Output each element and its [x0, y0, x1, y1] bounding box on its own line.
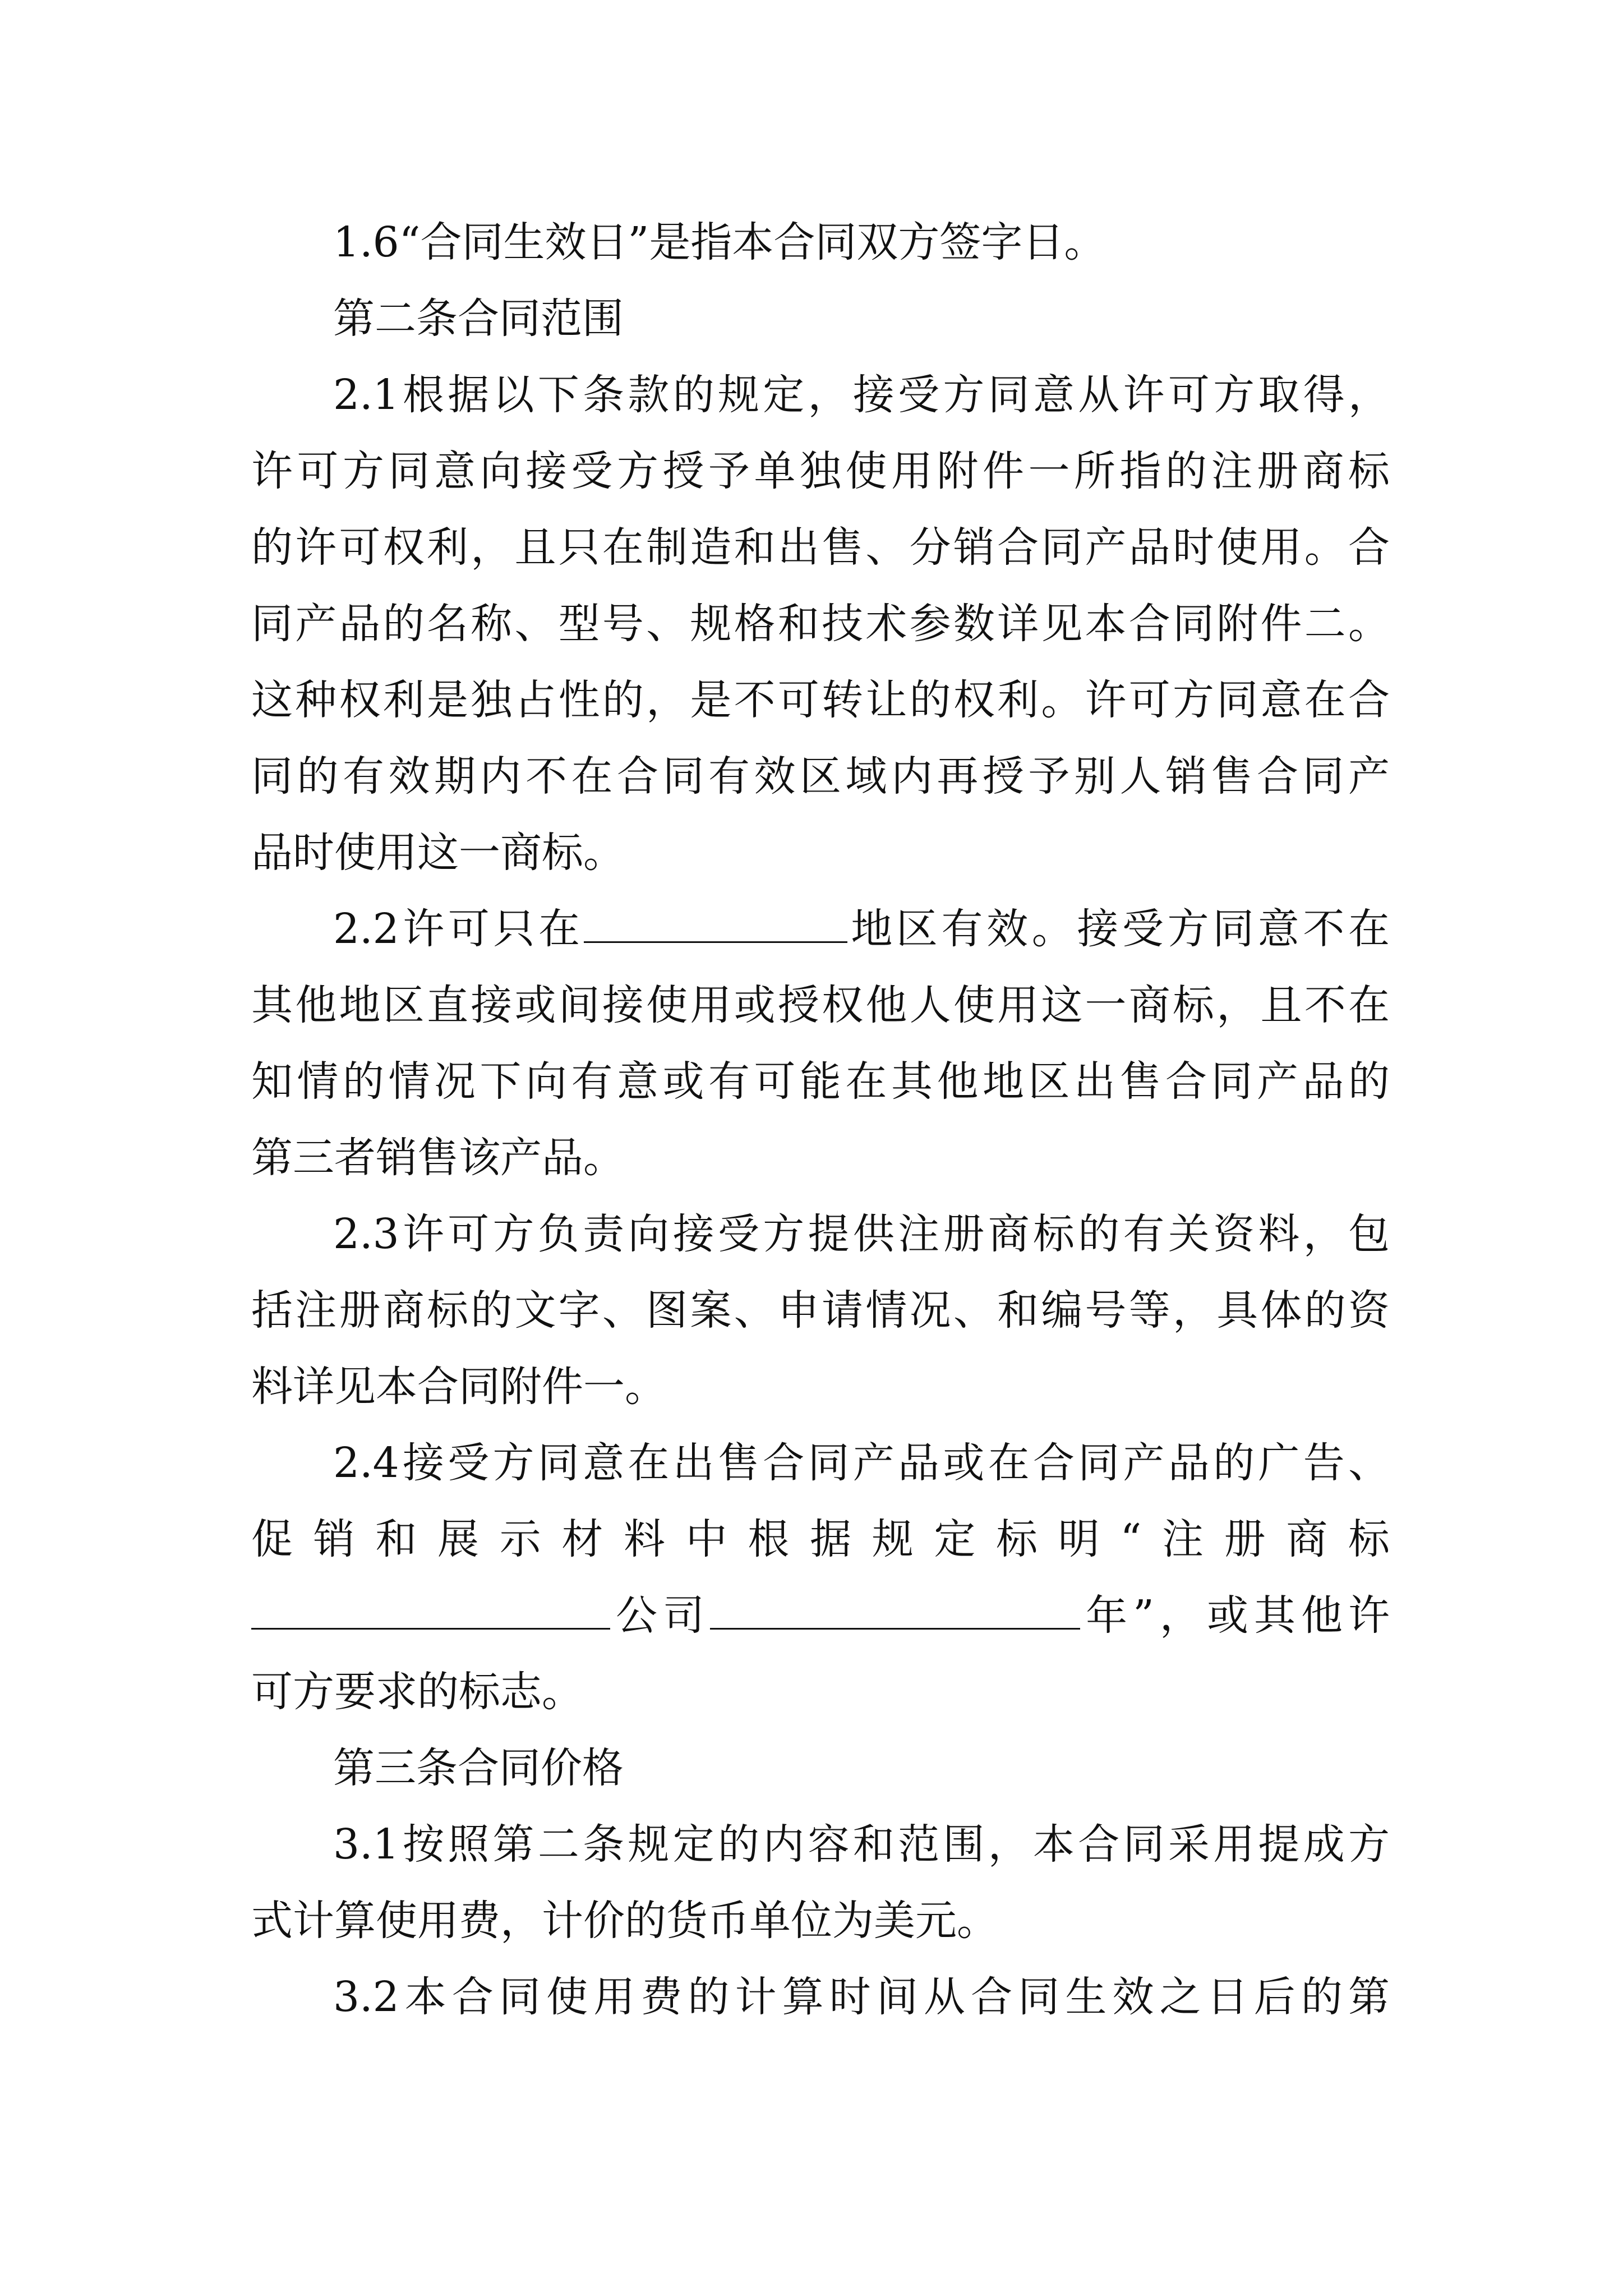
clause-2-3-line-2: 括注册商标的文字、图案、申请情况、和编号等，具体的资: [251, 1286, 1390, 1335]
clause-2-1-line-4: 同产品的名称、型号、规格和技术参数详见本合同附件二。: [251, 600, 1390, 648]
clause-2-2-line-1: [333, 901, 1390, 957]
clause-3-1-line-1: 3.1按照第二条规定的内容和范围，本合同采用提成方: [333, 1820, 1390, 1869]
clause-2-4-line-3-end: 年”，或其他许: [1080, 1591, 1390, 1640]
clause-2-2-line-2: 其他地区直接或间接使用或授权他人使用这一商标，且不在: [251, 981, 1390, 1029]
clause-2-3-line-1: 2.3许可方负责向接受方提供注册商标的有关资料，包: [333, 1210, 1390, 1258]
clause-2-1-line-7: 品时使用这一商标。: [251, 829, 625, 877]
clause-3-1-line-2: 式计算使用费，计价的货币单位为美元。: [251, 1897, 998, 1945]
clause-3-2-line-1: 3.2本合同使用费的计算时间从合同生效之日后的第: [333, 1973, 1390, 2021]
clause-2-1-line-3: 的许可权利，且只在制造和出售、分销合同产品时使用。合: [251, 523, 1390, 572]
clause-2-4-line-3-mid: 公司: [610, 1591, 711, 1640]
clause-2-1-line-2: 许可方同意向接受方授予单独使用附件一所指的注册商标: [251, 447, 1390, 495]
clause-2-4-line-4: 可方要求的标志。: [251, 1668, 583, 1716]
clause-2-4-line-1: 2.4接受方同意在出售合同产品或在合同产品的广告、: [333, 1439, 1390, 1487]
clause-2-2-line-3: 知情的情况下向有意或有可能在其他地区出售合同产品的: [251, 1057, 1390, 1106]
clause-2-1-line-5: 这种权利是独占性的，是不可转让的权利。许可方同意在合: [251, 676, 1390, 724]
clause-2-4-line-2: 促销和展示材料中根据规定标明“注册商标: [251, 1515, 1390, 1563]
clause-2-2-line-1-before: 2.2许可只在: [333, 905, 584, 953]
article-3-heading: 第三条合同价格: [333, 1744, 624, 1792]
clause-2-4-line-3: [251, 1588, 1390, 1644]
clause-2-1-line-1: 2.1根据以下条款的规定，接受方同意从许可方取得，: [333, 371, 1390, 419]
clause-2-2-line-1-after: 地区有效。接受方同意不在: [847, 905, 1390, 953]
clause-2-1-line-6: 同的有效期内不在合同有效区域内再授予别人销售合同产: [251, 752, 1390, 800]
year-blank: [710, 1589, 1080, 1630]
clause-2-3-line-3: 料详见本合同附件一。: [251, 1363, 666, 1411]
trademark-blank: [251, 1589, 610, 1630]
clause-1-6: 1.6“合同生效日”是指本合同双方签字日。: [333, 218, 1106, 266]
article-2-heading: 第二条合同范围: [333, 295, 624, 343]
region-blank: [584, 902, 847, 943]
clause-2-2-line-4: 第三者销售该产品。: [251, 1134, 625, 1182]
